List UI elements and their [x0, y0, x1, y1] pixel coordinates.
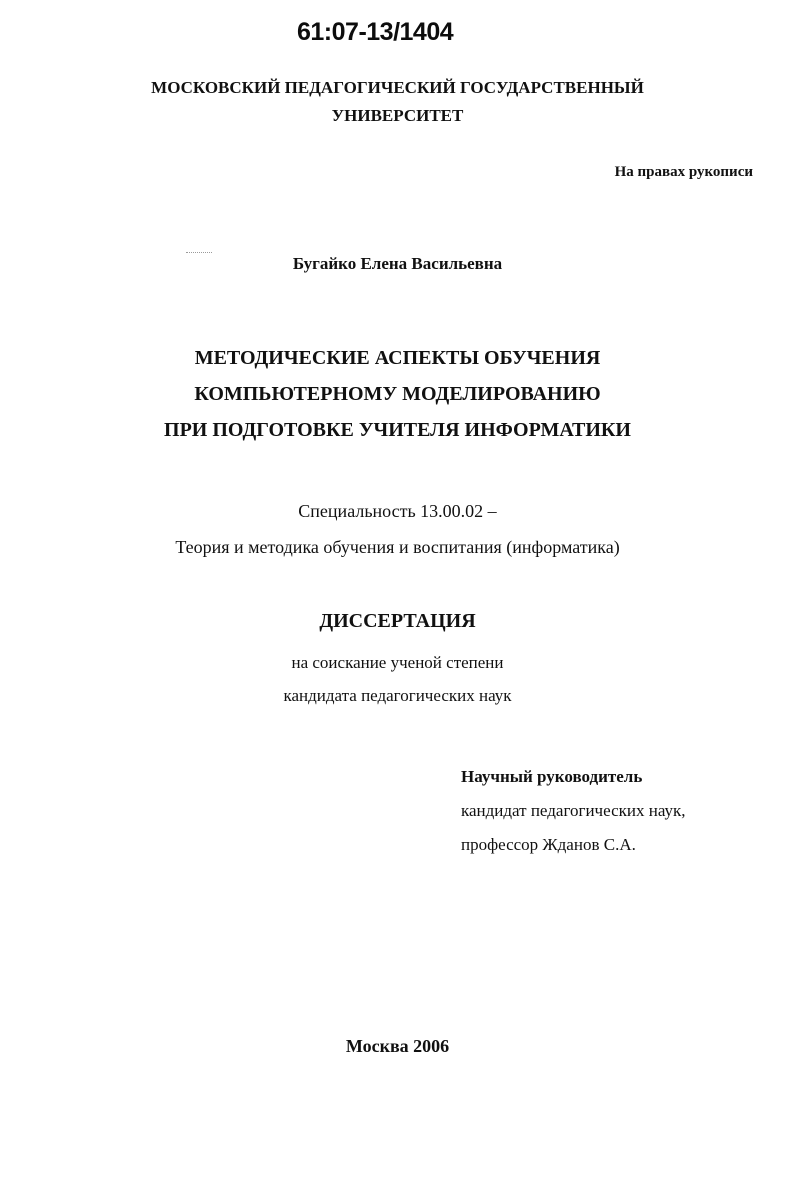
university-name [0, 74, 795, 130]
advisor-degree: кандидат педагогических наук, [461, 801, 686, 820]
degree-line-1: на соискание ученой степени [291, 653, 504, 672]
university-line-2: УНИВЕРСИТЕТ [331, 106, 464, 125]
degree-line-2: кандидата педагогических наук [283, 686, 512, 705]
title-line-2: КОМПЬЮТЕРНОМУ МОДЕЛИРОВАНИЮ [194, 383, 601, 405]
advisor-heading: Научный руководитель [461, 767, 643, 786]
scientific-advisor-block [461, 760, 686, 862]
author-name: Бугайко Елена Васильевна [292, 254, 503, 273]
archive-stamp-number: 61:07-13/1404 [297, 18, 454, 46]
manuscript-rights-note: На правах рукописи [614, 164, 753, 180]
specialty-code: Специальность 13.00.02 – [298, 501, 497, 521]
specialty-name: Теория и методика обучения и воспитания (информатика) [175, 537, 620, 557]
title-line-1: МЕТОДИЧЕСКИЕ АСПЕКТЫ ОБУЧЕНИЯ [194, 347, 601, 369]
university-line-1: МОСКОВСКИЙ ПЕДАГОГИЧЕСКИЙ ГОСУДАРСТВЕННЫЙ [151, 78, 644, 97]
specialty-block [0, 493, 795, 565]
city-year: Москва 2006 [345, 1036, 450, 1056]
degree-description [0, 646, 795, 712]
advisor-name: профессор Жданов С.А. [461, 835, 636, 854]
dissertation-title [0, 340, 795, 448]
dissertation-heading: ДИССЕРТАЦИЯ [319, 610, 476, 632]
title-line-3: ПРИ ПОДГОТОВКЕ УЧИТЕЛЯ ИНФОРМАТИКИ [164, 419, 631, 441]
